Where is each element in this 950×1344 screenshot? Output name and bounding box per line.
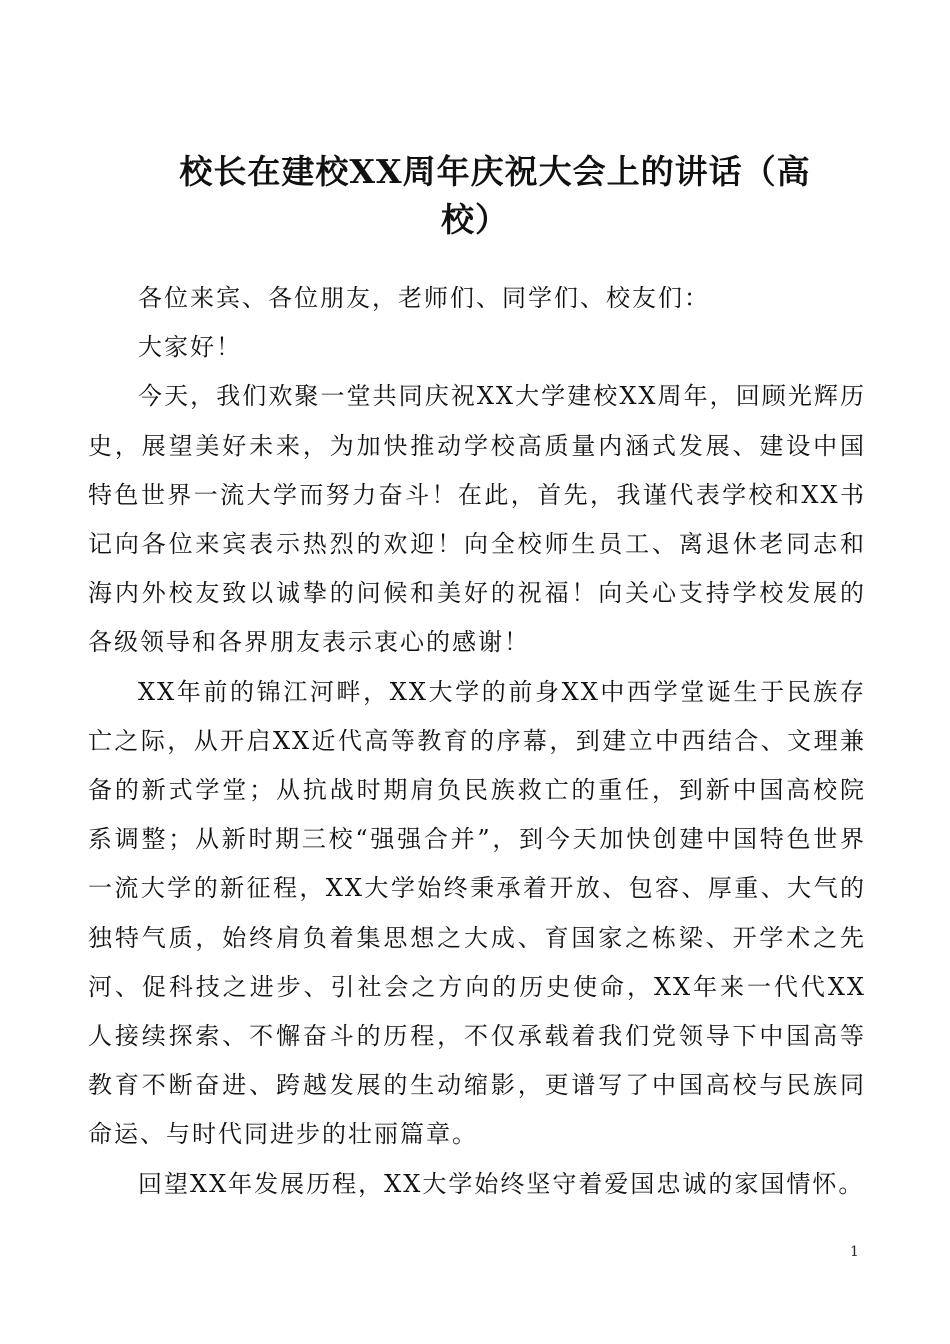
title-line-2: 校） xyxy=(441,200,509,239)
body-paragraph: XX年前的锦江河畔，XX大学的前身XX中西学堂诞生于民族存亡之际，从开启XX近代高等教育的序幕，到建立中西结合、文理兼备的新式学堂；从抗战时期肩负民族救亡的重任，到新中国高校院系调整；从新时期三校“强强合并”，到今天加快创建中国特色世界一流大学的新征程，XX大学始终秉承着开放、包容、厚重、大气的独特气质，始终肩负着集思想之大成、育国家之栋梁、开学术之先河、促科技之进步、引社会之方向的历史使命，XX年来一代代XX人接续探索、不懈奋斗的历程，不仅承载着我们党领导下中国高等教育不断奋进、跨越发展的生动缩影，更谱写了中国高校与民族同命运、与时代同进步的壮丽篇章。 xyxy=(88,677,866,1149)
salutation-paragraph: 各位来宾、各位朋友，老师们、同学们、校友们： xyxy=(138,284,710,312)
body-paragraph: 回望XX年发展历程，XX大学始终坚守着爱国忠诚的家国情怀。 xyxy=(138,1169,865,1198)
body-paragraph: 今天，我们欢聚一堂共同庆祝XX大学建校XX周年，回顾光辉历史，展望美好未来，为加快推动学校高质量内涵式发展、建设中国特色世界一流大学而努力奋斗！在此，首先，我谨代表学校和XX书记向各位来宾表示热烈的欢迎！向全校师生员工、离退休老同志和海内外校友致以诚挚的问候和美好的祝福！向关心支持学校发展的各级领导和各界朋友表示衷心的感谢！ xyxy=(88,382,866,657)
document-title xyxy=(88,148,862,244)
document-body xyxy=(88,274,866,1209)
greeting-paragraph: 大家好！ xyxy=(138,333,242,362)
title-line-1: 校长在建校XX周年庆祝大会上的讲话（高 xyxy=(179,152,811,191)
page-number: 1 xyxy=(850,1244,859,1260)
